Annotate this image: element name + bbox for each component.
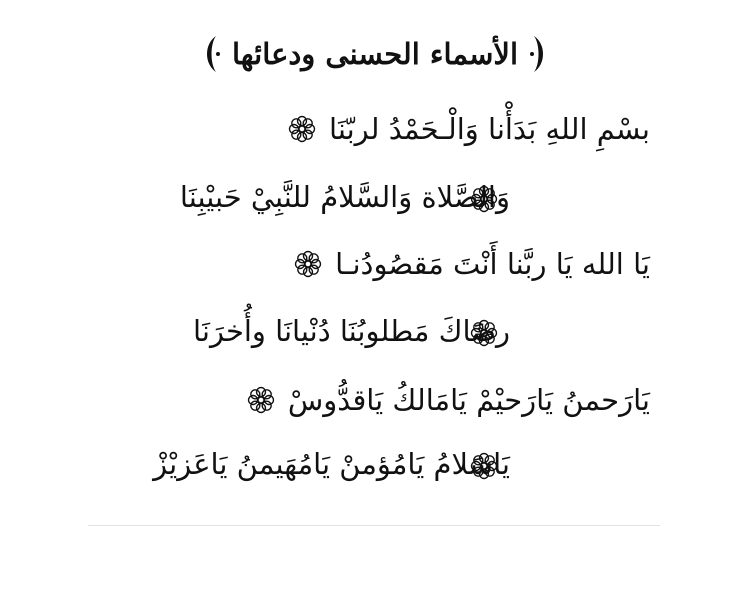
verse-text: يَا الله يَا ربَّنا أَنْتَ مَقصُودُنـا <box>335 246 650 281</box>
verse-text: يَاسَلامُ يَامُؤمنْ يَامُهَيمنُ يَاعَزيْزْ <box>153 447 510 481</box>
verse-text: وَالصَّلاة وَالسَّلامُ للنَّبِيْ حَبيْبِنَا <box>179 180 510 214</box>
verse-text: يَارَحمنُ يَارَحيْمْ يَامَالكُ يَاقدُّوسْ <box>287 382 650 417</box>
verse-line-6 <box>153 447 510 481</box>
flower-ornament-icon <box>287 114 317 144</box>
flower-ornament-icon <box>469 184 499 214</box>
verse-line-1 <box>287 111 650 146</box>
verse-line-3 <box>293 246 650 281</box>
title-row <box>0 26 750 82</box>
verse-text: رضَاكَ مَطلوبُنَا دُنْيانَا وأُخرَنَا <box>193 314 510 348</box>
ornate-bracket-left-icon <box>200 34 222 74</box>
verse-line-4 <box>193 314 510 348</box>
bottom-divider <box>88 525 660 526</box>
verse-text: بسْمِ اللهِ بَدَأْنا وَالْـحَمْدُ لربّنَا <box>328 111 650 146</box>
verse-line-2 <box>179 180 510 214</box>
page-title: الأسماء الحسنى ودعائها <box>231 37 519 71</box>
ornate-bracket-right-icon <box>528 34 550 74</box>
flower-ornament-icon <box>469 318 499 348</box>
flower-ornament-icon <box>246 385 276 415</box>
flower-ornament-icon <box>293 249 323 279</box>
flower-ornament-icon <box>469 451 499 481</box>
verse-line-5 <box>246 382 650 417</box>
